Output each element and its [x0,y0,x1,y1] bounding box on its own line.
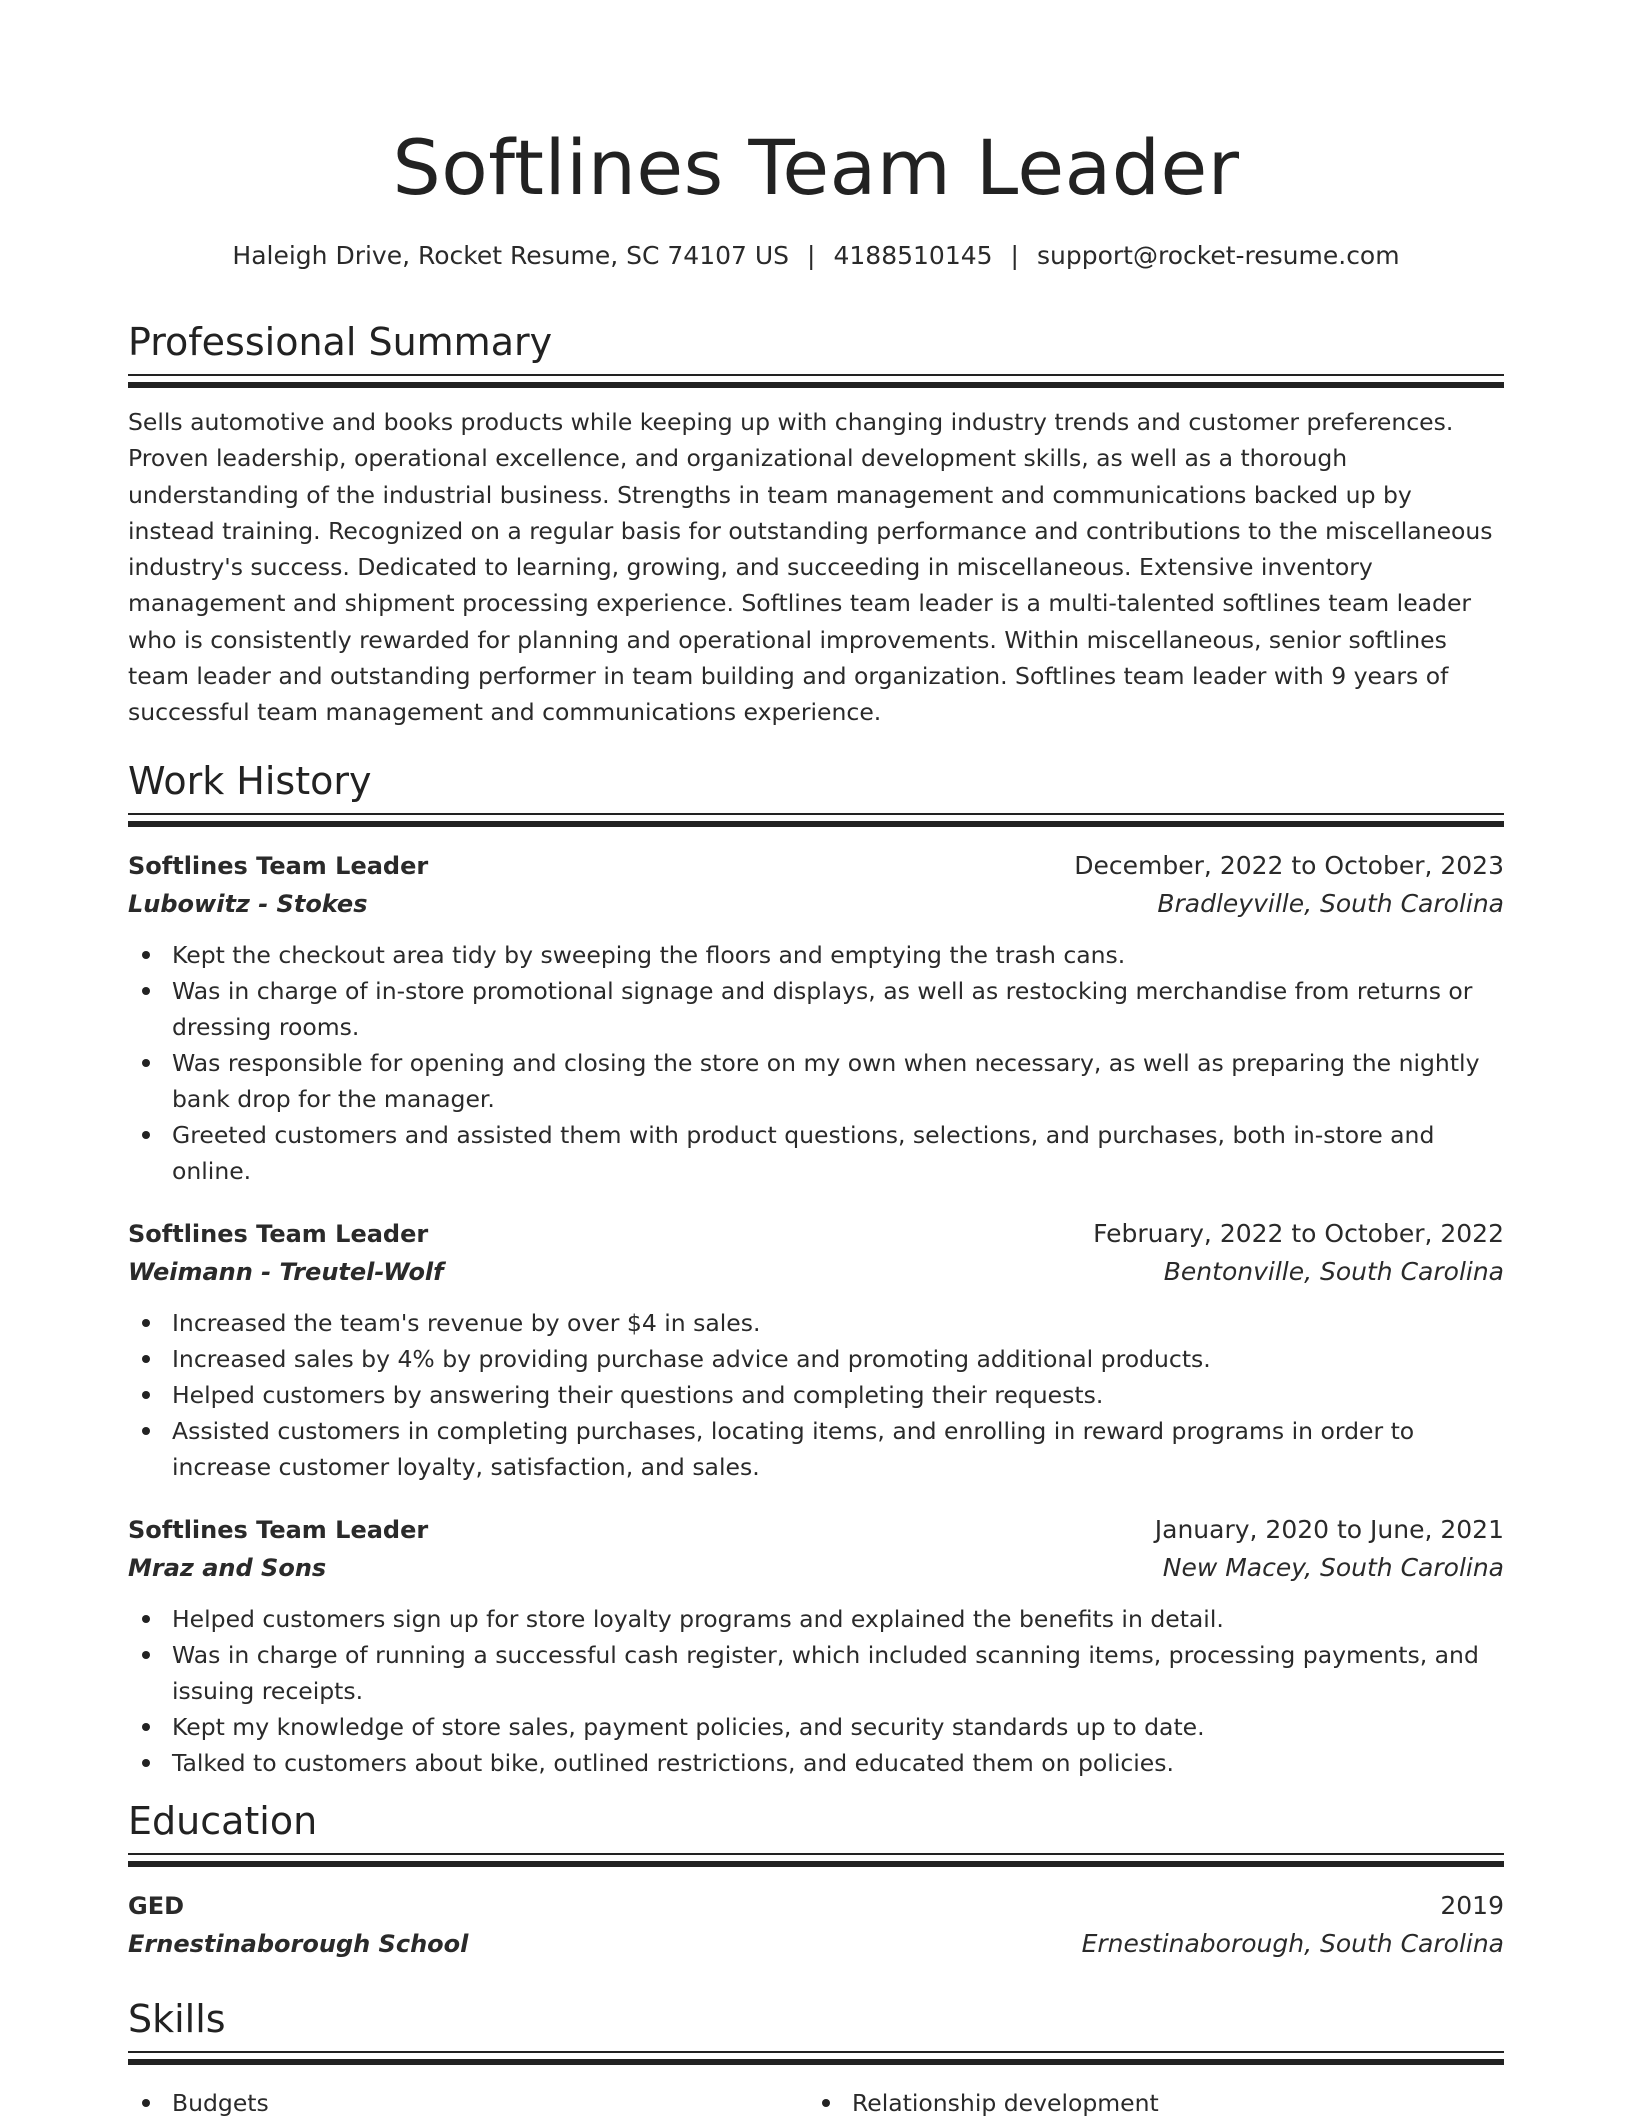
job-bullets [128,937,1504,1189]
skills-list-right [808,2085,1488,2121]
job-entry [128,847,1504,1189]
job-title: Softlines Team Leader [128,1516,429,1544]
job-company: Mraz and Sons [128,1554,327,1582]
job-dates: January, 2020 to June, 2021 [1154,1515,1504,1544]
job-company: Weimann - Treutel-Wolf [128,1258,444,1286]
education-location: Ernestinaborough, South Carolina [1081,1929,1504,1958]
job-bullet: Was in charge of in-store promotional signage and displays, as well as restocking merchandise from returns or dressing rooms. [172,973,1504,1045]
job-bullet: Was in charge of running a successful cash register, which included scanning items, processing payments, and issuing receipts. [172,1637,1504,1709]
skill-item: Budgets [172,2085,808,2121]
resume-name: Softlines Team Leader [392,123,1240,212]
education-school: Ernestinaborough School [128,1930,469,1958]
skills-list-left [128,2085,808,2121]
job-bullet: Was responsible for opening and closing the store on my own when necessary, as well as preparing the nightly bank drop for the manager. [172,1045,1504,1117]
job-bullet: Talked to customers about bike, outlined restrictions, and educated them on policies. [172,1745,1504,1781]
job-bullet: Kept my knowledge of store sales, payment policies, and security standards up to date. [172,1709,1504,1745]
job-location: Bentonville, South Carolina [1163,1257,1504,1286]
summary-paragraph: Sells automotive and books products while keeping up with changing industry trends and customer preferences. Proven leadership, operational excellence, and organizational development skills, as well as a thorough understanding of the industrial business. Strengths in team management and communications backed up by instead training. Recognized on a regular basis for outstanding performance and contributions to the miscellaneous industry's success. Dedicated to learning, growing, and succeeding in miscellaneous. Extensive inventory management and shipment processing experience. Softlines team leader is a multi-talented softlines team leader who is consistently rewarded for planning and operational improvements. Within miscellaneous, senior softlines team leader and outstanding performer in team building and organization. Softlines team leader with 9 years of successful team management and communications experience. [128,408,1493,727]
job-bullets [128,1305,1504,1485]
work-history-section [128,757,1504,1781]
job-bullets [128,1601,1504,1781]
job-bullet: Assisted customers in completing purchases, locating items, and enrolling in reward programs in order to increase customer loyalty, satisfaction, and sales. [172,1413,1504,1485]
section-title-summary: Professional Summary [128,320,553,364]
job-dates: February, 2022 to October, 2022 [1093,1219,1504,1248]
education-degree: GED [128,1892,185,1920]
job-location: Bradleyville, South Carolina [1157,889,1504,918]
contact-address: Haleigh Drive, Rocket Resume, SC 74107 US [232,241,790,270]
contact-email: support@rocket-resume.com [1036,241,1400,270]
skill-item: Relationship development [852,2085,1488,2121]
summary-section [128,318,1504,731]
section-divider [128,374,1504,390]
section-title-skills: Skills [128,1997,226,2041]
section-divider [128,1853,1504,1869]
job-bullet: Helped customers sign up for store loyalty programs and explained the benefits in detail. [172,1601,1504,1637]
education-entry [128,1887,1504,1963]
job-location: New Macey, South Carolina [1162,1553,1504,1582]
section-divider [128,2051,1504,2067]
job-bullet: Increased sales by 4% by providing purchase advice and promoting additional products. [172,1341,1504,1377]
job-bullet: Increased the team's revenue by over $4 in sales. [172,1305,1504,1341]
job-company: Lubowitz - Stokes [128,890,368,918]
education-section [128,1797,1504,1963]
contact-phone: 4188510145 [833,241,993,270]
job-bullet: Greeted customers and assisted them with product questions, selections, and purchases, both in-store and online. [172,1117,1504,1189]
job-dates: December, 2022 to October, 2023 [1074,851,1504,880]
job-bullet: Kept the checkout area tidy by sweeping the floors and emptying the trash cans. [172,937,1504,973]
skills-section [128,1995,1504,2121]
section-title-work-history: Work History [128,759,372,803]
job-title: Softlines Team Leader [128,1220,429,1248]
job-entry [128,1511,1504,1781]
contact-separator: | [807,241,816,270]
contact-separator: | [1010,241,1019,270]
section-title-education: Education [128,1799,318,1843]
contact-line [128,238,1504,274]
job-title: Softlines Team Leader [128,852,429,880]
education-year: 2019 [1440,1891,1504,1920]
job-bullet: Helped customers by answering their questions and completing their requests. [172,1377,1504,1413]
section-divider [128,813,1504,829]
job-entry [128,1215,1504,1485]
skills-columns [128,2067,1504,2121]
